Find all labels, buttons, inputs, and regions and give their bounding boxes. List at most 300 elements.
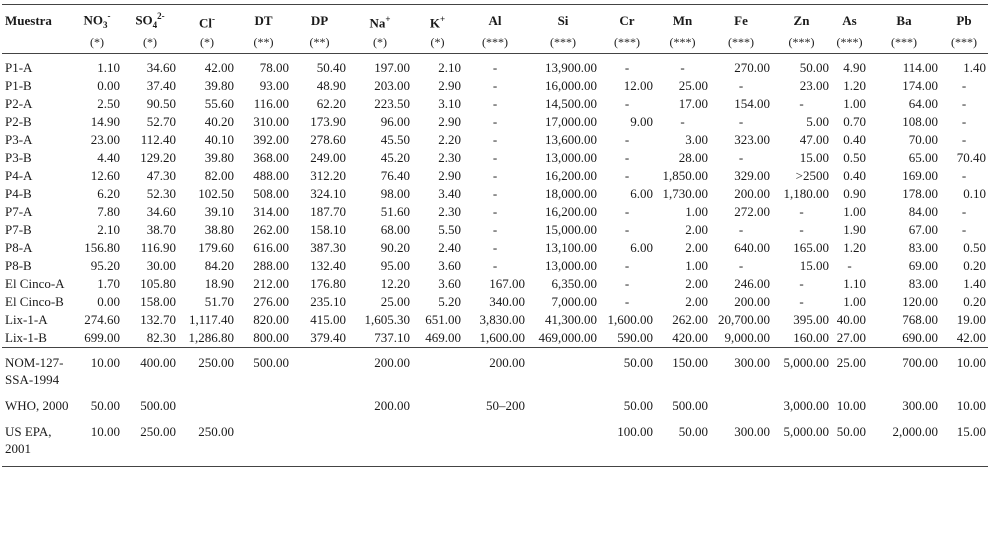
table-cell: 250.00 [178,423,236,467]
table-cell: 68.00 [380,221,410,237]
table-cell: 82.30 [146,329,176,345]
table-cell: 0.10 [963,185,986,201]
table-cell: 1,605.30 [364,311,410,327]
table-cell: - [738,257,744,273]
table-cell: 200.00 [734,185,770,201]
table-cell: - [624,257,630,273]
table-cell: - [492,149,498,165]
table-cell: 47.30 [146,167,176,183]
unit-cell: (***) [655,34,710,54]
table-cell: 39.10 [204,203,234,219]
table-cell: 2.00 [685,293,708,309]
table-row [2,311,988,329]
table-cell: 20,700.00 [718,311,770,327]
table-cell: 200.00 [374,397,410,413]
unit-cell: (**) [291,34,348,54]
table-cell: 17.00 [678,95,708,111]
unit-cell: (***) [599,34,655,54]
table-cell: 300.00 [710,423,772,467]
table-cell: 83.00 [908,275,938,291]
sample-label: P3-B [5,149,32,165]
table-cell: 488.00 [253,167,289,183]
table-cell: 2.40 [438,239,461,255]
col-header-muestra: Muestra [2,5,72,34]
table-cell: 100.00 [599,423,655,467]
table-cell: 50–200 [486,397,525,413]
table-cell: 288.00 [253,257,289,273]
table-row [2,257,988,275]
table-cell: 67.00 [908,221,938,237]
table-cell: 50.40 [316,59,346,75]
table-cell: 96.00 [380,113,410,129]
table-cell: 4.40 [97,149,120,165]
table-cell: 1.90 [843,221,866,237]
col-header-cr: Cr [599,5,655,34]
table-cell: 1.40 [963,275,986,291]
table-cell: 45.20 [380,149,410,165]
table-cell [291,347,348,397]
sample-label: Lix-1-A [5,311,48,327]
table-cell: - [492,257,498,273]
table-cell: 64.00 [908,95,938,111]
table-cell: 51.70 [204,293,234,309]
col-header-fe: Fe [710,5,772,34]
table-cell: 200.00 [734,293,770,309]
table-cell: 178.00 [902,185,938,201]
table-cell: 0.00 [97,293,120,309]
table-cell: 48.90 [316,77,346,93]
table-row [2,131,988,149]
table-cell: 1.10 [97,59,120,75]
table-cell: - [492,185,498,201]
table-cell: 6.00 [630,185,653,201]
table-cell: 469.00 [425,329,461,345]
table-cell: - [492,59,498,75]
table-row [2,53,988,77]
table-cell: - [680,113,685,129]
table-cell: 246.00 [734,275,770,291]
table-cell: 262.00 [672,311,708,327]
table-cell: 50.00 [799,59,829,75]
table-cell: 62.20 [316,95,346,111]
table-cell: 312.20 [310,167,346,183]
table-cell: 300.00 [902,397,938,413]
table-cell: 69.00 [908,257,938,273]
table-cell: - [738,221,744,237]
table-cell: 197.00 [374,59,410,75]
table-cell: 50.00 [90,397,120,413]
table-cell: 10.00 [940,347,988,397]
table-row [2,203,988,221]
table-cell: 2.90 [438,113,461,129]
table-cell: 2.20 [438,131,461,147]
standard-row [2,347,988,397]
sample-label: El Cinco-A [5,275,65,291]
table-cell: 95.00 [380,257,410,273]
table-cell: - [492,131,498,147]
table-cell: 25.00 [678,77,708,93]
table-cell: 42.00 [956,329,986,345]
table-cell: 169.00 [902,167,938,183]
table-cell: - [624,167,630,183]
table-cell: 84.20 [204,257,234,273]
sample-label: P1-A [5,59,33,75]
table-cell: - [799,95,804,111]
table-cell: 392.00 [253,131,289,147]
table-cell: 2,000.00 [868,423,940,467]
table-cell: 50.00 [599,347,655,397]
water-quality-table [2,4,988,467]
table-cell: 116.00 [253,95,289,111]
table-cell: 9.00 [630,113,653,129]
table-cell: 28.00 [678,149,708,165]
table-cell: 40.00 [836,311,866,327]
table-cell: 25.00 [380,293,410,309]
table-cell: 70.00 [908,131,938,147]
table-cell: 112.40 [140,131,176,147]
table-cell: 156.80 [84,239,120,255]
table-cell: - [492,77,498,93]
table-cell: 5.20 [438,293,461,309]
table-cell: 10.00 [72,423,122,467]
table-cell: - [799,203,804,219]
table-cell: 1.20 [843,77,866,93]
table-cell: - [961,113,967,129]
table-cell [291,423,348,467]
sample-label: P8-B [5,257,32,273]
table-cell: 6.00 [630,239,653,255]
table-cell: 2.30 [438,149,461,165]
table-row [2,113,988,131]
table-cell: - [492,203,498,219]
table-cell: 1.20 [843,239,866,255]
sample-label: P3-A [5,131,33,147]
table-cell: 132.70 [140,311,176,327]
table-cell: 70.40 [956,149,986,165]
table-cell: 223.50 [374,95,410,111]
table-cell: 23.00 [90,131,120,147]
col-header-no3: $NO_3^-$ [72,5,122,34]
table-cell: 379.40 [310,329,346,345]
table-cell: 37.40 [146,77,176,93]
table-cell: 3.60 [438,257,461,273]
sample-label: P2-A [5,95,33,111]
table-cell: 52.30 [146,185,176,201]
table-row [2,221,988,239]
table-cell: 651.00 [425,311,461,327]
table-cell: 82.00 [204,167,234,183]
table-cell: 12.20 [380,275,410,291]
table-row [2,275,988,293]
table-cell: 700.00 [868,347,940,397]
table-cell: 165.00 [793,239,829,255]
table-cell [527,423,599,467]
table-cell [236,423,291,467]
table-cell: 116.90 [140,239,176,255]
table-cell: 6.20 [97,185,120,201]
sample-label: P8-A [5,239,33,255]
table-cell: - [738,113,744,129]
table-cell: 114.00 [902,59,938,75]
unit-cell: (*) [348,34,412,54]
table-cell: 324.10 [310,185,346,201]
table-cell: 15,000.00 [545,221,597,237]
table-cell: 150.00 [655,347,710,397]
table-cell: - [799,293,804,309]
table-cell: 1.00 [843,293,866,309]
table-cell: 1,117.40 [188,311,234,327]
col-header-al: Al [463,5,527,34]
table-cell: 300.00 [710,347,772,397]
table-cell: - [961,95,967,111]
table-cell: - [847,257,852,273]
table-cell: 0.00 [97,77,120,93]
table-cell: 278.60 [310,131,346,147]
table-cell: 12.00 [623,77,653,93]
table-cell: 16,200.00 [545,167,597,183]
table-cell: 0.40 [843,167,866,183]
table-cell: 200.00 [348,347,412,397]
table-cell: 23.00 [799,77,829,93]
table-cell: 590.00 [617,329,653,345]
table-cell: 51.60 [380,203,410,219]
table-cell: 50.00 [623,397,653,413]
table-cell: - [624,221,630,237]
table-cell: 34.60 [146,59,176,75]
table-cell: 42.00 [204,59,234,75]
col-header-mn: Mn [655,5,710,34]
table-cell: 270.00 [734,59,770,75]
table-cell: 76.40 [380,167,410,183]
col-header-si: Si [527,5,599,34]
col-header-cl: Cl- [178,5,236,34]
table-cell: - [492,221,498,237]
table-cell: 3.10 [438,95,461,111]
unit-cell: (***) [831,34,868,54]
unit-cell: (*) [412,34,463,54]
sample-label: P2-B [5,113,32,129]
table-cell: 102.50 [198,185,234,201]
table-cell: 2.00 [685,239,708,255]
table-cell: 310.00 [253,113,289,129]
table-cell: - [624,275,630,291]
table-cell: 1.00 [843,203,866,219]
table-cell: 1,600.00 [479,329,525,345]
table-cell: 3.00 [685,131,708,147]
standards-body [2,347,988,466]
table-cell: 176.80 [310,275,346,291]
table-cell: 13,100.00 [545,239,597,255]
table-cell: 820.00 [253,311,289,327]
table-cell: - [799,221,804,237]
table-cell: 173.90 [310,113,346,129]
table-cell: 1,600.00 [607,311,653,327]
table-cell: 19.00 [956,311,986,327]
table-cell: - [961,221,967,237]
table-cell: 129.20 [140,149,176,165]
table-cell: 3,830.00 [479,311,525,327]
table-cell [527,397,599,423]
table-row [2,77,988,95]
table-cell: 34.60 [146,203,176,219]
table-cell: 93.00 [259,77,289,93]
table-cell: 1.70 [97,275,120,291]
table-cell: 0.40 [843,131,866,147]
table-cell: 500.00 [140,397,176,413]
table-cell: 690.00 [902,329,938,345]
table-cell: 368.00 [253,149,289,165]
table-cell: - [624,203,630,219]
table-cell: 500.00 [672,397,708,413]
table-cell: 98.00 [380,185,410,201]
table-cell: 10.00 [956,397,986,413]
table-cell: 250.00 [178,347,236,397]
table-cell: 187.70 [310,203,346,219]
table-cell: - [492,239,498,255]
table-cell: 1.00 [685,257,708,273]
table-cell: - [492,113,498,129]
table-cell: 50.00 [655,423,710,467]
table-cell: 2.50 [97,95,120,111]
table-row [2,167,988,185]
standard-label: WHO, 2000 [5,397,69,413]
table-cell: 27.00 [836,329,866,345]
unit-cell: (**) [236,34,291,54]
col-header-ba: Ba [868,5,940,34]
standard-row [2,423,988,467]
header-row [2,5,988,34]
table-cell: 167.00 [489,275,525,291]
table-cell: 179.60 [198,239,234,255]
table-cell: 108.00 [902,113,938,129]
table-cell: 768.00 [902,311,938,327]
table-cell: - [961,167,967,183]
table-cell [527,347,599,397]
table-cell: 13,000.00 [545,257,597,273]
table-cell [178,397,236,423]
table-row [2,329,988,348]
table-cell: 65.00 [908,149,938,165]
table-cell: - [961,203,967,219]
table-cell: 420.00 [672,329,708,345]
table-cell: - [799,275,804,291]
table-cell: 800.00 [253,329,289,345]
table-cell: 2.90 [438,77,461,93]
table-cell: 329.00 [734,167,770,183]
unit-cell [2,34,72,54]
table-cell: 10.00 [72,347,122,397]
table-row [2,293,988,311]
table-row [2,239,988,257]
table-cell: 83.00 [908,239,938,255]
unit-cell: (*) [178,34,236,54]
table-cell: 52.70 [146,113,176,129]
col-header-k: K+ [412,5,463,34]
unit-cell: (***) [710,34,772,54]
table-cell: - [738,77,744,93]
units-row [2,34,988,54]
table-cell: 250.00 [122,423,178,467]
table-cell: 212.00 [253,275,289,291]
table-cell: 55.60 [204,95,234,111]
table-cell: 200.00 [463,347,527,397]
table-cell: 235.10 [310,293,346,309]
table-cell: 0.50 [963,239,986,255]
table-cell: 616.00 [253,239,289,255]
table-cell: 262.00 [253,221,289,237]
unit-cell: (*) [122,34,178,54]
table-cell: - [492,95,498,111]
table-cell: 2.00 [685,221,708,237]
table-cell: - [492,167,498,183]
table-cell: 323.00 [734,131,770,147]
table-cell: 16,000.00 [545,77,597,93]
table-cell: 469,000.00 [538,329,597,345]
table-cell: 0.50 [843,149,866,165]
table-cell: 1.00 [843,95,866,111]
table-cell [348,423,412,467]
table-cell: 5,000.00 [772,347,831,397]
table-cell: 160.00 [793,329,829,345]
table-cell: - [624,293,630,309]
table-cell: 132.40 [310,257,346,273]
sample-label: P1-B [5,77,32,93]
col-header-so4: $SO_4^{2-}$ [122,5,178,34]
table-cell: 14.90 [90,113,120,129]
table-cell: 50.00 [831,423,868,467]
table-cell: 30.00 [146,257,176,273]
table-cell: 90.20 [380,239,410,255]
unit-cell: (***) [463,34,527,54]
table-cell: 13,000.00 [545,149,597,165]
table-cell: 13,900.00 [545,59,597,75]
sample-label: El Cinco-B [5,293,64,309]
table-cell: 15.00 [940,423,988,467]
table-cell [412,347,463,397]
table-cell: 158.00 [140,293,176,309]
table-cell: 5,000.00 [772,423,831,467]
standard-row [2,397,988,423]
unit-cell: (*) [72,34,122,54]
table-row [2,149,988,167]
table-cell [236,397,291,423]
table-row [2,95,988,113]
table-cell [412,423,463,467]
col-header-zn: Zn [772,5,831,34]
table-cell: 508.00 [253,185,289,201]
table-cell: 158.10 [310,221,346,237]
table-cell [291,397,348,423]
unit-cell: (***) [772,34,831,54]
sample-label: P7-B [5,221,32,237]
col-header-na: Na+ [348,5,412,34]
table-cell: 387.30 [310,239,346,255]
sample-label: P7-A [5,203,33,219]
table-cell: 1,850.00 [662,167,708,183]
table-cell: 0.20 [963,257,986,273]
table-cell: 7,000.00 [551,293,597,309]
table-cell: 39.80 [204,77,234,93]
table-cell: 640.00 [734,239,770,255]
table-cell: 174.00 [902,77,938,93]
table-cell: 105.80 [140,275,176,291]
standard-label: NOM-127-SSA-1994 [2,347,72,397]
table-cell: 1,180.00 [783,185,829,201]
col-header-dt: DT [236,5,291,34]
table-cell: 2.30 [438,203,461,219]
table-cell [463,423,527,467]
unit-cell: (***) [868,34,940,54]
